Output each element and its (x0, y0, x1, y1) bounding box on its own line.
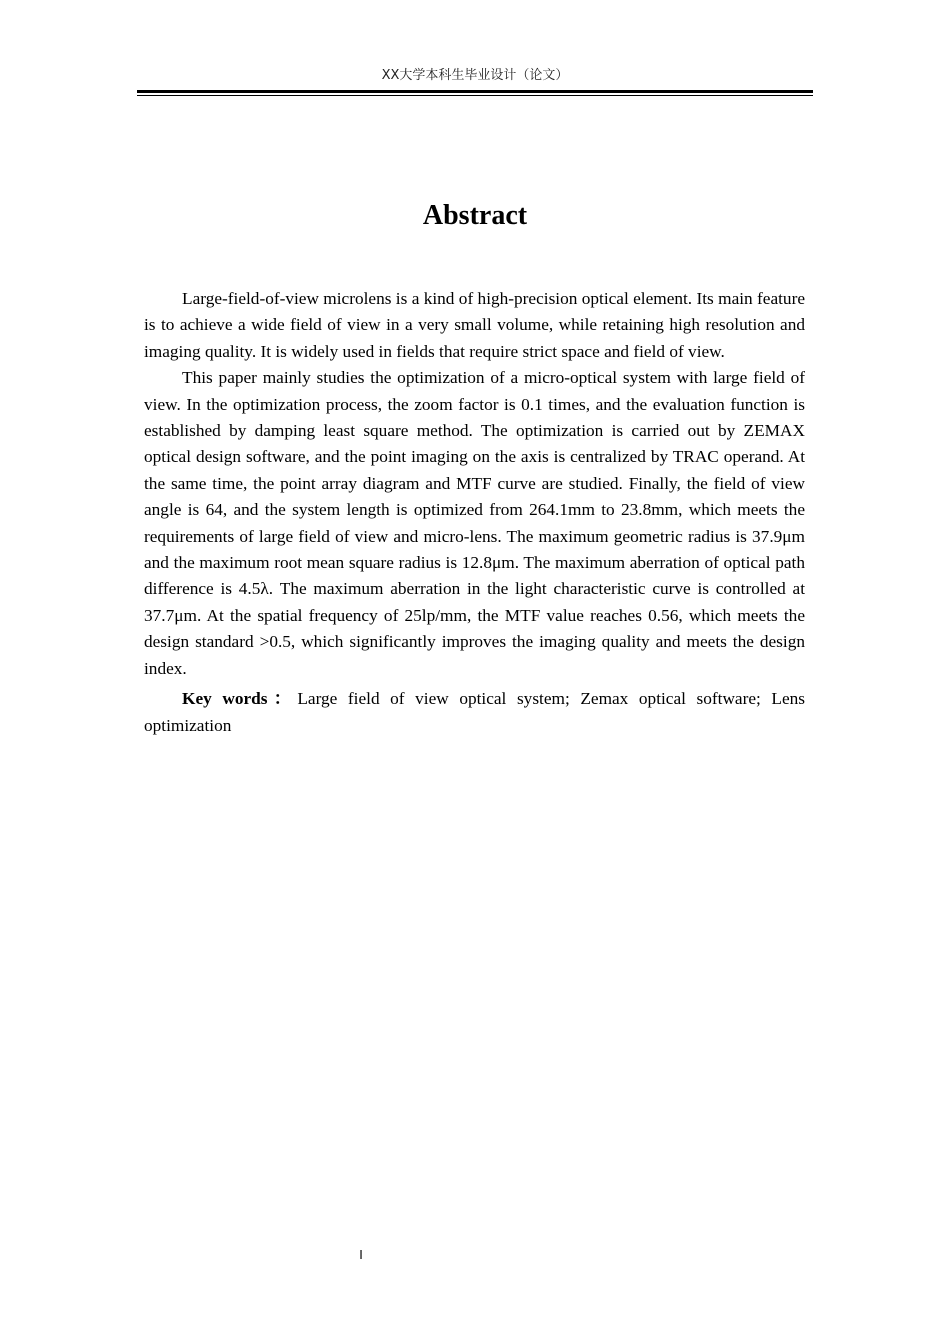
page-number: I (359, 1248, 363, 1262)
abstract-title: Abstract (422, 200, 528, 231)
abstract-body (144, 286, 805, 739)
abstract-paragraph-1: Large-field-of-view microlens is a kind of high-precision optical element. Its main feature is to achieve a wide field of view in a very small volume, while retaining high resolution and imaging quality. It is widely used in fields that require strict space and field of view. (144, 289, 805, 361)
running-header: XX大学本科生毕业设计（论文） (381, 68, 569, 83)
keywords-label: Key words： (182, 689, 298, 709)
header-rule-thick (137, 90, 813, 93)
header-rule-thin (137, 95, 813, 96)
abstract-paragraph-2: This paper mainly studies the optimization of a micro-optical system with large field of view. In the optimization process, the zoom factor is 0.1 times, and the evaluation function is established by damping least square method. The optimization is carried out by ZEMAX optical design software, and the point imaging on the axis is centralized by TRAC operand. At the same time, the point array diagram and MTF curve are studied. Finally, the field of view angle is 64, and the system length is optimized from 264.1mm to 23.8mm, which meets the requirements of large field of view and micro-lens. The maximum geometric radius is 37.9μm and the maximum root mean square radius is 12.8μm. The maximum aberration of optical path difference is 4.5λ. The maximum aberration in the light characteristic curve is controlled at 37.7μm. At the spatial frequency of 25lp/mm, the MTF value reaches 0.56, which meets the design standard >0.5, which significantly improves the imaging quality and meets the design index. (144, 368, 805, 678)
keywords-line (144, 686, 805, 739)
keywords-text: Large field of view optical system; Zemax optical software; Lens optimization (144, 689, 806, 735)
